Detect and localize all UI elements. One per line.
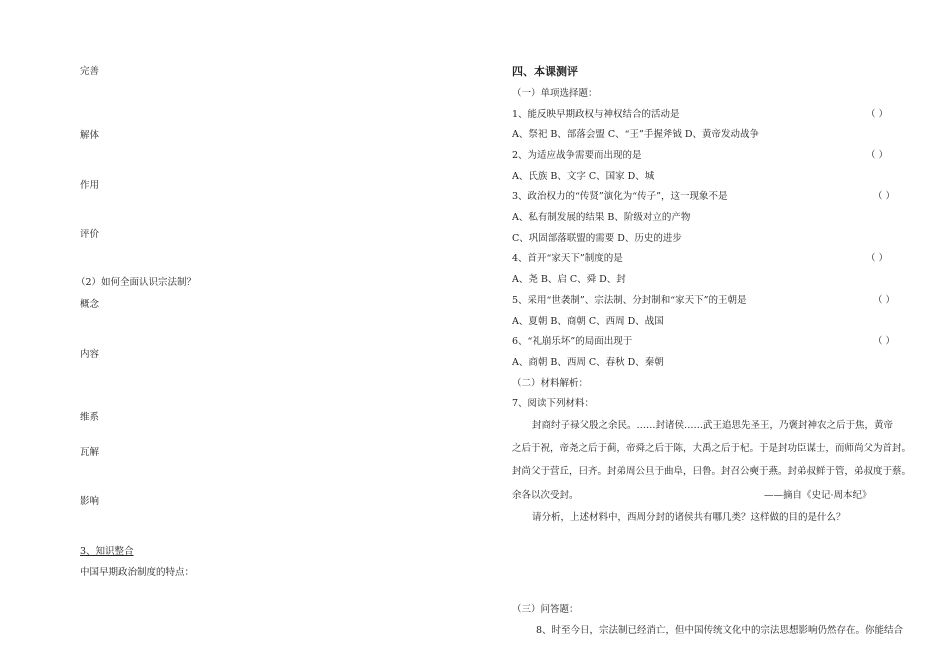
label-weixi: 维系 xyxy=(80,412,100,423)
question-1: 1、能反映早期政权与神权结合的活动是 xyxy=(512,109,680,120)
material-line-1: 封商纣子禄父殷之余民。……封诸侯……武王追思先圣王，乃褒封神农之后于焦，黄帝 xyxy=(532,420,894,431)
question-zongfa: （2）如何全面认识宗法制？ xyxy=(76,277,197,288)
label-zuoyong: 作用 xyxy=(80,180,100,191)
label-pingjia: 评价 xyxy=(80,229,100,240)
question-3-options-2: C、巩固部落联盟的需要 D、历史的进步 xyxy=(512,233,682,244)
question-5-options: A、夏朝 B、商朝 C、西周 D、战国 xyxy=(512,316,664,327)
label-gainian: 概念 xyxy=(80,299,100,310)
material-line-2: 之后于祝，帝尧之后于蓟，帝舜之后于陈，大禹之后于杞。于是封功臣谋士，而师尚父为首封。 xyxy=(512,443,912,454)
analysis-question: 请分析，上述材料中，西周分封的诸侯共有哪几类？这样做的目的是什么？ xyxy=(532,512,846,523)
section-title: 四、本课测评 xyxy=(512,65,578,78)
question-2: 2、为适应战争需要而出现的是 xyxy=(512,150,642,161)
material-line-3: 封尚父于营丘，曰齐。封弟周公旦于曲阜，曰鲁。封召公奭于燕。封弟叔鲜于管，弟叔度于蔡。 xyxy=(512,466,912,477)
answer-blank-4: （ ） xyxy=(866,253,889,264)
material-source: ——摘自《史记·周本纪》 xyxy=(764,490,872,501)
answer-blank-5: （ ） xyxy=(873,295,896,306)
question-3-options-1: A、私有制发展的结果 B、阶级对立的产物 xyxy=(512,212,691,223)
answer-blank-1: （ ） xyxy=(866,109,889,120)
question-7: 7、阅读下列材料： xyxy=(512,398,595,409)
question-2-options: A、氏族 B、文字 C、国家 D、城 xyxy=(512,171,655,182)
question-6: 6、“礼崩乐坏”的局面出现于 xyxy=(512,336,633,347)
material-line-4: 余各以次受封。 xyxy=(512,490,579,501)
material-title: （二）材料解析： xyxy=(512,378,589,389)
question-8: 8、时至今日，宗法制已经消亡，但中国传统文化中的宗法思想影响仍然存在。你能结合 xyxy=(536,625,904,636)
question-4: 4、首开“家天下”制度的是 xyxy=(512,253,623,264)
knowledge-question: 中国早期政治制度的特点： xyxy=(80,567,195,578)
knowledge-title: 3、知识整合 xyxy=(80,546,134,557)
answer-blank-3: （ ） xyxy=(873,191,896,202)
label-neirong: 内容 xyxy=(80,349,100,360)
question-6-options: A、商朝 B、西周 C、春秋 D、秦朝 xyxy=(512,357,664,368)
question-1-options: A、祭祀 B、部落会盟 C、“王”手握斧钺 D、黄帝发动战争 xyxy=(512,129,760,140)
label-wanshan: 完善 xyxy=(80,66,100,77)
label-yingxiang: 影响 xyxy=(80,496,100,507)
question-4-options: A、尧 B、启 C、舜 D、封 xyxy=(512,274,626,285)
qa-title: （三）问答题： xyxy=(512,604,579,615)
answer-blank-2: （ ） xyxy=(866,150,889,161)
answer-blank-6: （ ） xyxy=(873,336,896,347)
label-jieti: 解体 xyxy=(80,130,100,141)
question-5: 5、采用“世袭制”、宗法制、分封制和“家天下”的王朝是 xyxy=(512,295,747,306)
question-3: 3、政治权力的“传贤”演化为“传子”，这一现象不是 xyxy=(512,191,728,202)
mc-title: （一）单项选择题： xyxy=(512,88,598,99)
label-wajie: 瓦解 xyxy=(80,447,100,458)
